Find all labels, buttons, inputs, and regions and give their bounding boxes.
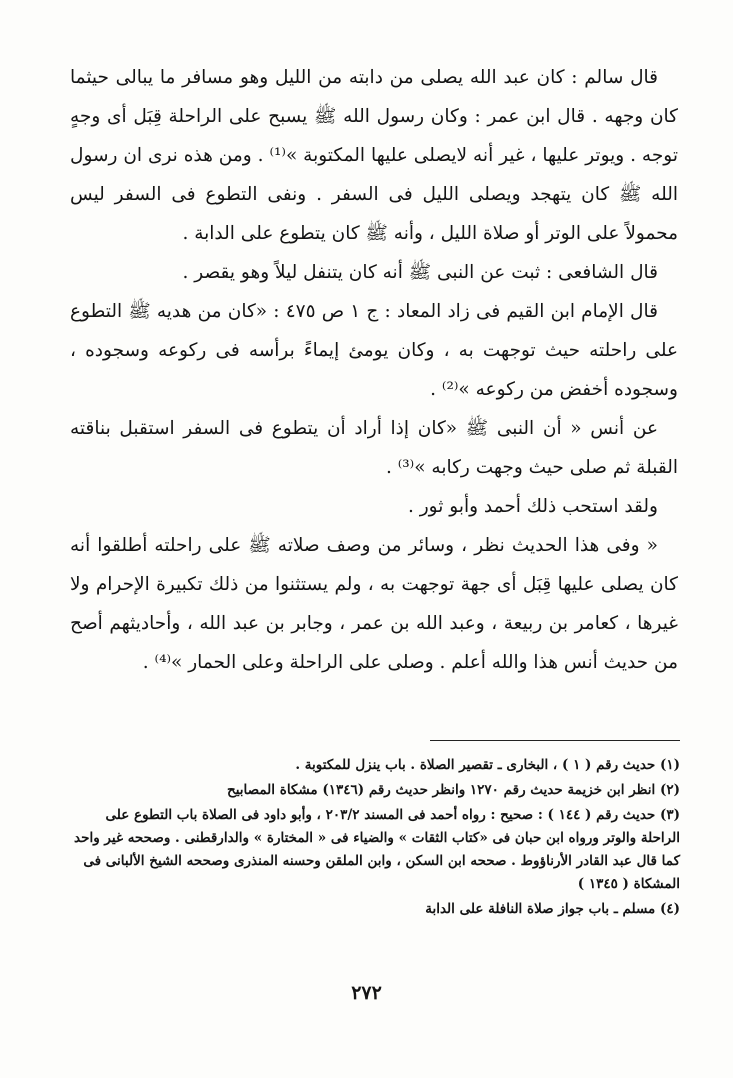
footnote-1: (١) حديث رقم ( ١ ) ، البخارى ـ تقصير الصلاة . باب ينزل للمكتوبة .	[295, 757, 680, 773]
main-text	[70, 58, 678, 682]
footnote-2: (٢) انظر ابن خزيمة حديث رقم ١٢٧٠ وانظر حديث رقم (١٣٤٦) مشكاة المصابيح	[227, 782, 680, 798]
footnote-divider	[430, 740, 680, 741]
footnotes	[70, 754, 680, 923]
paragraph-quote: « وفى هذا الحديث نظر ، وسائر من وصف صلاته ﷺ على راحلته أطلقوا أنه كان يصلى عليها قِبَل أى جهة توجهت به ، ولم يستثنوا من ذلك تكبيرة الإحرام ولا غيرها ، كعامر بن ربيعة ، وعبد الله بن عمر ، وجابر بن عبد الله ، وأحاديثهم أصح من حديث أنس هذا والله أعلم . وصلى على الراحلة وعلى الحمار »⁽⁴⁾ .	[70, 535, 678, 673]
footnote-4: (٤) مسلم ـ باب جواز صلاة النافلة على الدابة	[425, 901, 680, 917]
paragraph-shafii: قال الشافعى : ثبت عن النبى ﷺ أنه كان يتنفل ليلاً وهو يقصر .	[182, 262, 658, 283]
paragraph-anas: عن أنس « أن النبى ﷺ «كان إذا أراد أن يتطوع فى السفر استقبل بناقته القبلة ثم صلى حيث وجهت ركابه »⁽³⁾ .	[70, 418, 678, 478]
paragraph-ahmad: ولقد استحب ذلك أحمد وأبو ثور .	[407, 496, 658, 517]
footnote-3: (٣) حديث رقم ( ١٤٤ ) : صحيح : رواه أحمد فى المسند ٢٠٣/٢ ، وأبو داود فى الصلاة باب التطوع على الراحلة والوتر ورواه ابن حبان فى «كتاب الثقات » والضياء فى « المختارة » والدارقطنى . وصححه غير واحد كما قال عبد القادر الأرناؤوط . صححه ابن السكن ، وابن الملقن وحسنه المنذرى وصححه الشيخ الألبانى فى المشكاة ( ١٣٤٥ )	[74, 807, 680, 892]
paragraph-ibn-qayyim: قال الإمام ابن القيم فى زاد المعاد : ج ١ ص ٤٧٥ : «كان من هديه ﷺ التطوع على راحلته حيث توجهت به ، وكان يومئ إيماءً برأسه فى ركوعه وسجوده ، وسجوده أخفض من ركوعه »⁽²⁾ .	[70, 301, 678, 400]
page-number: ٢٧٢	[351, 982, 382, 1004]
paragraph-salim: قال سالم : كان عبد الله يصلى من دابته من الليل وهو مسافر ما يبالى حيثما كان وجهه . قال ابن عمر : وكان رسول الله ﷺ يسبح على الراحلة قِبَل أى وجهٍ توجه . ويوتر عليها ، غير أنه لايصلى عليها المكتوبة »⁽¹⁾ . ومن هذه نرى ان رسول الله ﷺ كان يتهجد ويصلى الليل فى السفر . ونفى التطوع فى السفر ليس محمولاً على الوتر أو صلاة الليل ، وأنه ﷺ كان يتطوع على الدابة .	[70, 67, 678, 244]
